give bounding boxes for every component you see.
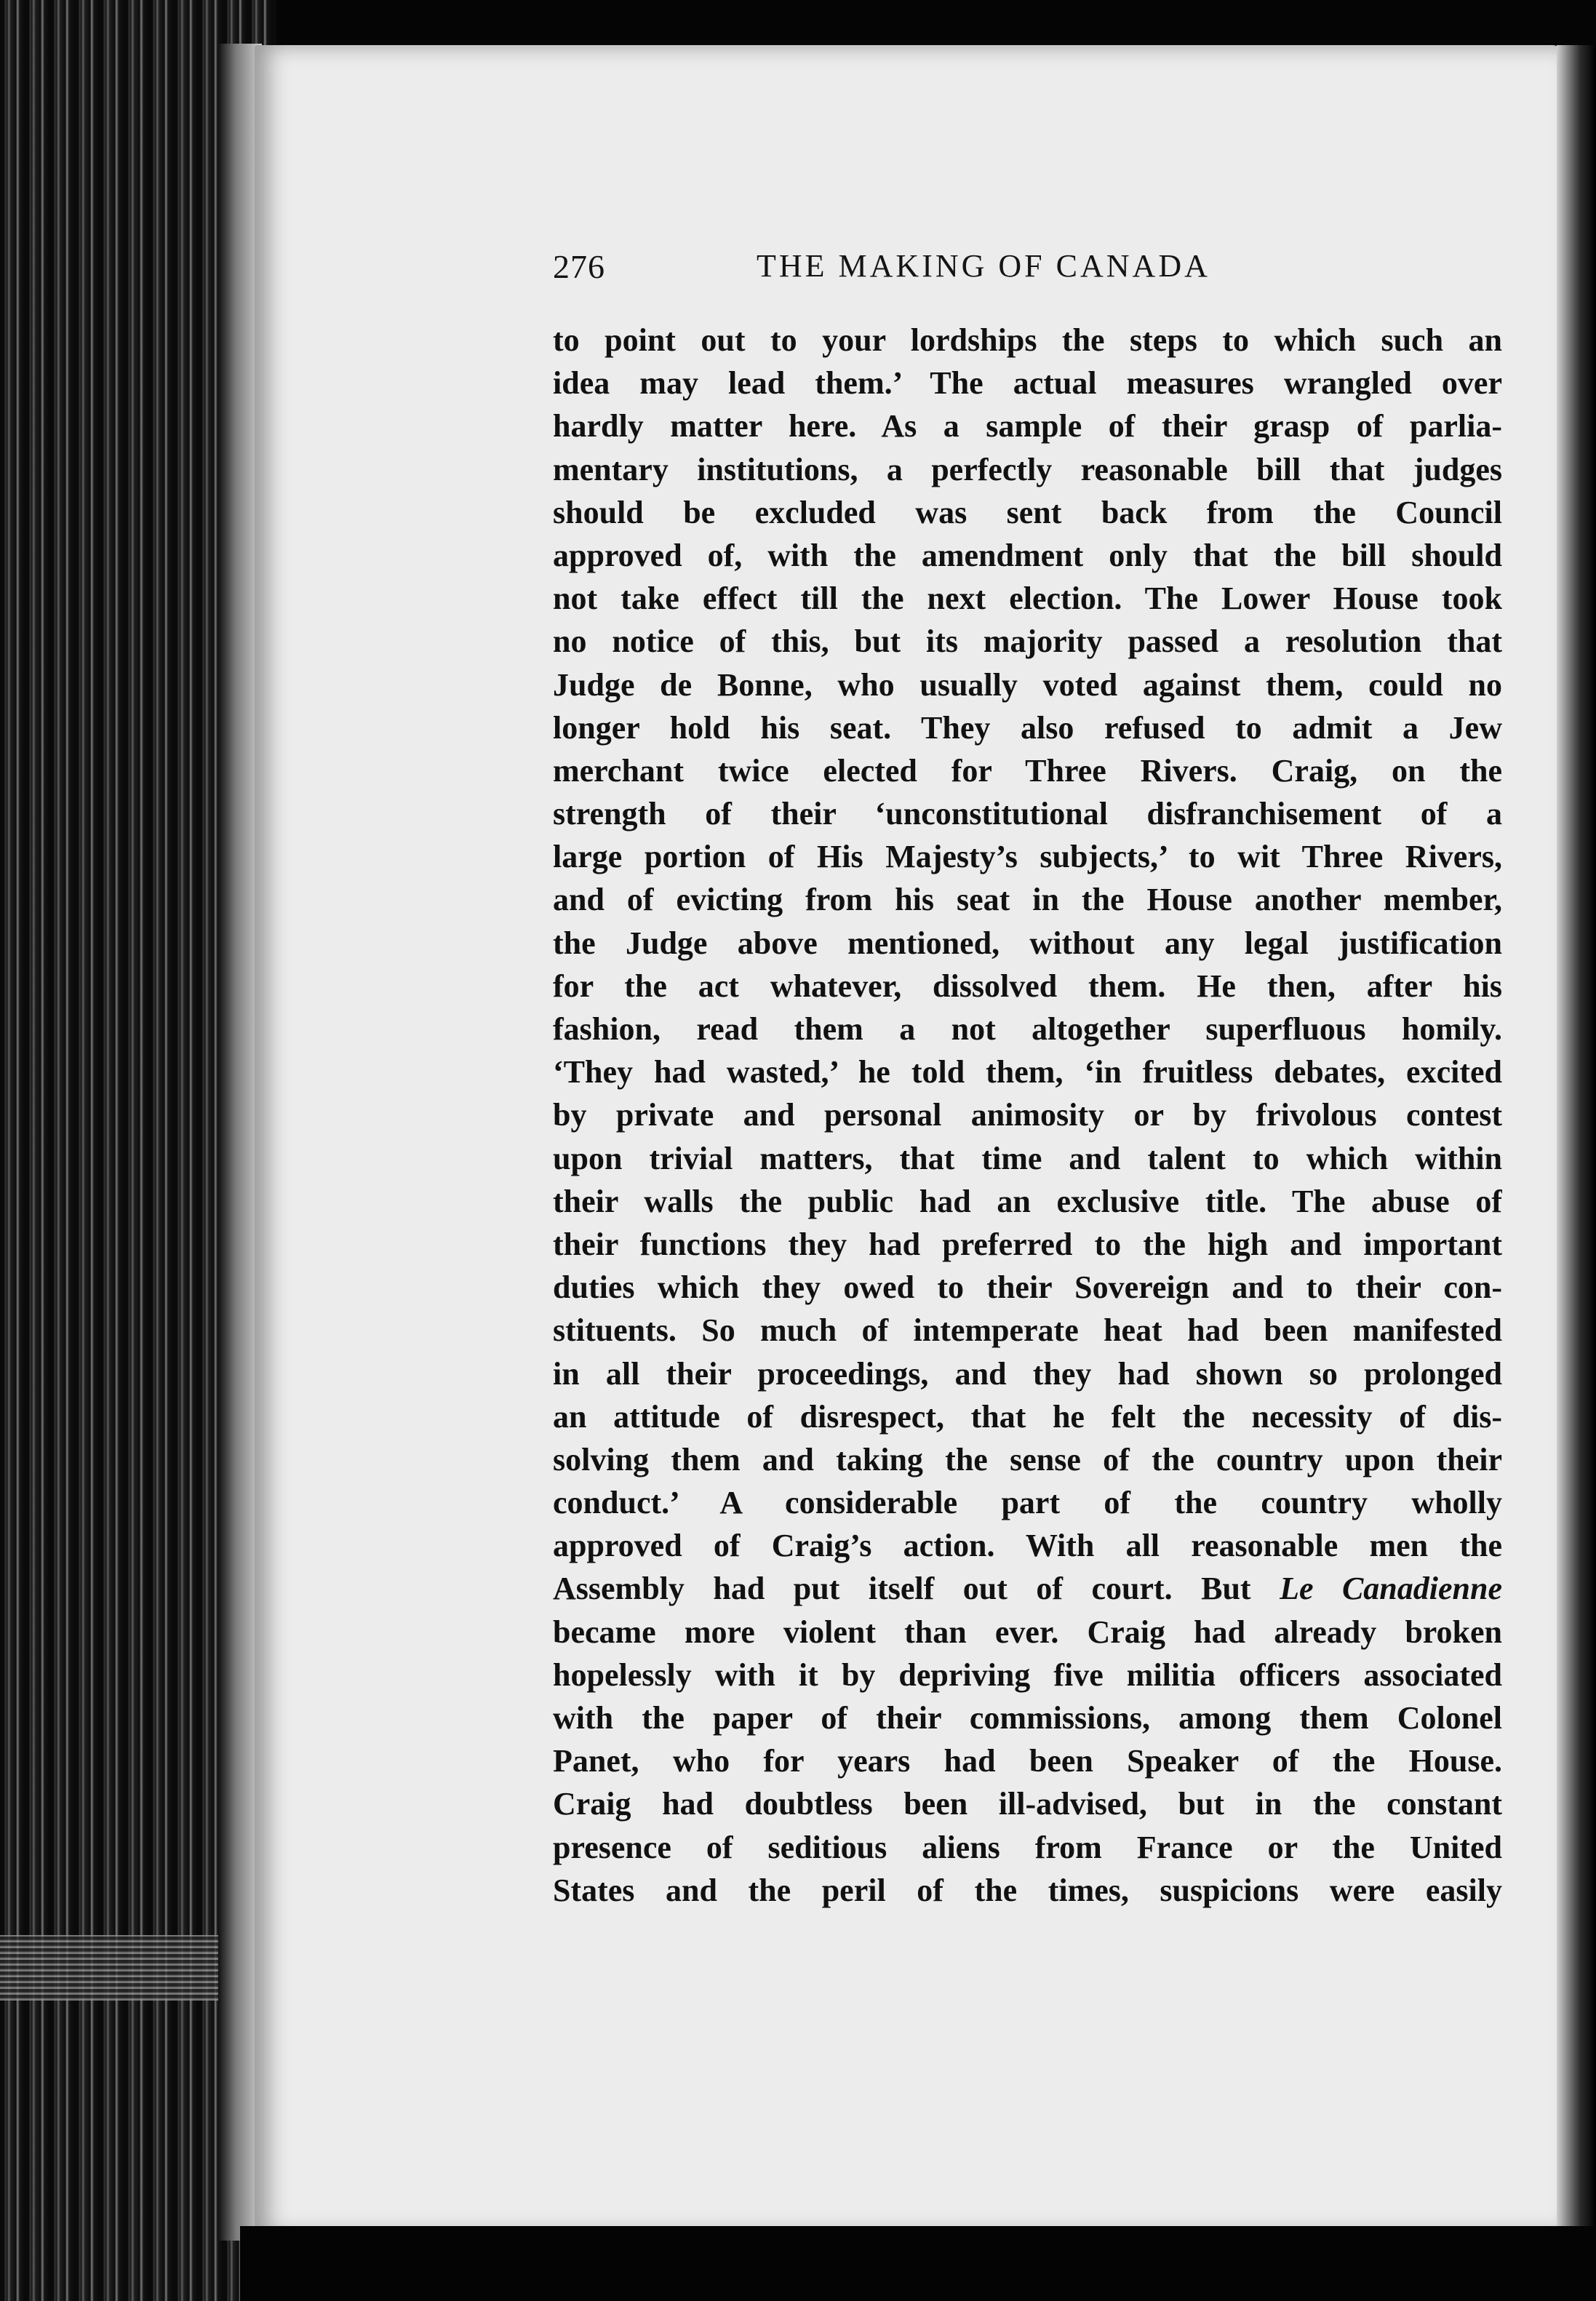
page-number: 276 [553, 248, 605, 285]
text-line: hopelessly with it by depriving five militia officers associated [553, 1656, 1502, 1693]
text-line: their functions they had preferred to the high and important [553, 1226, 1502, 1262]
text-line: an attitude of disrespect, that he felt the necessity of dis- [553, 1398, 1502, 1435]
page-right-edge [1557, 45, 1596, 2301]
text-line: not take effect till the next election. The Lower House took [553, 581, 1502, 617]
text-line: mentary institutions, a perfectly reasonable bill that judges [553, 451, 1502, 487]
text-line: idea may lead them.’ The actual measures wrangled over [553, 365, 1502, 402]
text-line: fashion, read them a not altogether superfluous homily. [553, 1011, 1502, 1047]
text-line: Judge de Bonne, who usually voted against them, could no [553, 666, 1502, 703]
book-title: THE MAKING OF CANADA [757, 248, 1210, 284]
text-line: States and the peril of the times, suspicions were easily [553, 1872, 1502, 1908]
body-text [553, 319, 1502, 1912]
text-line: with the paper of their commissions, among them Colonel [553, 1700, 1502, 1736]
text-line: merchant twice elected for Three Rivers. Craig, on the [553, 752, 1502, 789]
text-line: Craig had doubtless been ill-advised, but in the constant [553, 1786, 1502, 1822]
text-line: stituents. So much of intemperate heat had been manifested [553, 1312, 1502, 1349]
text-line: and of evicting from his seat in the House another member, [553, 882, 1502, 918]
running-head [553, 247, 1528, 291]
text-line: longer hold his seat. They also refused to admit a Jew [553, 709, 1502, 746]
text-line: Panet, who for years had been Speaker of the House. [553, 1743, 1502, 1779]
text-line: became more violent than ever. Craig had already broken [553, 1614, 1502, 1650]
text-line: the Judge above mentioned, without any legal justification [553, 925, 1502, 961]
text-line: their walls the public had an exclusive title. The abuse of [553, 1183, 1502, 1219]
text-line: should be excluded was sent back from the Council [553, 494, 1502, 530]
text-line: strength of their ‘unconstitutional disfranchisement of a [553, 796, 1502, 832]
page-bottom-shadow [240, 2226, 1596, 2301]
text-line [553, 1567, 1502, 1610]
italic-title: Le Canadienne [1280, 1571, 1502, 1607]
text-line: no notice of this, but its majority passed a resolution that [553, 623, 1502, 660]
text-line: ‘They had wasted,’ he told them, ‘in fruitless debates, excited [553, 1054, 1502, 1090]
text-line: approved of Craig’s action. With all reasonable men the [553, 1528, 1502, 1564]
text-line: approved of, with the amendment only that the bill should [553, 537, 1502, 573]
text-line: solving them and taking the sense of the country upon their [553, 1441, 1502, 1477]
text-line: in all their proceedings, and they had shown so prolonged [553, 1355, 1502, 1392]
text-line: by private and personal animosity or by frivolous contest [553, 1097, 1502, 1133]
text-line: presence of seditious aliens from France or the United [553, 1829, 1502, 1865]
text-line: hardly matter here. As a sample of their grasp of parlia- [553, 408, 1502, 444]
text-line: upon trivial matters, that time and talent to which within [553, 1140, 1502, 1176]
text-line-segment: Assembly had put itself out of court. But [553, 1571, 1280, 1607]
text-line: duties which they owed to their Sovereign and to their con- [553, 1269, 1502, 1306]
text-line: conduct.’ A considerable part of the country wholly [553, 1485, 1502, 1521]
text-line: large portion of His Majesty’s subjects,’ to wit Three Rivers, [553, 839, 1502, 875]
text-line: for the act whatever, dissolved them. He then, after his [553, 968, 1502, 1004]
text-line: to point out to your lordships the steps to which such an [553, 322, 1502, 358]
